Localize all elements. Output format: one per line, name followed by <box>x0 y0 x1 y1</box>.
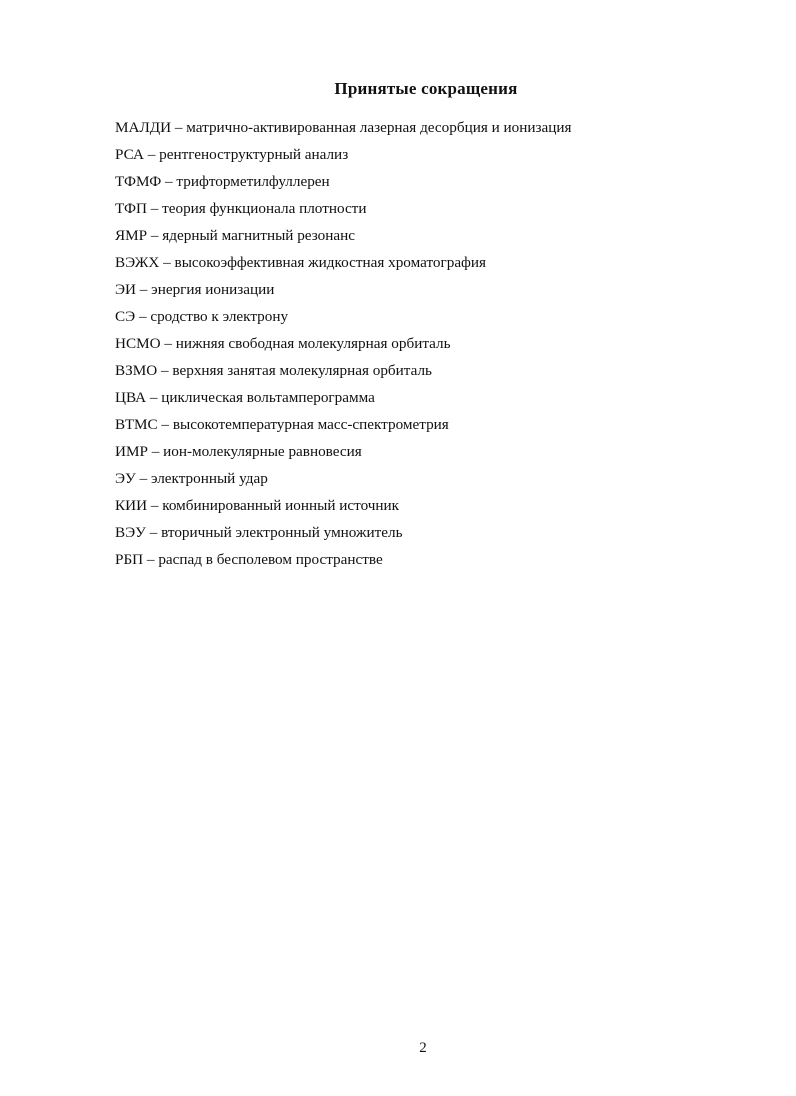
abbreviation-item: РБП – распад в бесполевом пространстве <box>115 551 383 568</box>
abbreviation-item: ЭИ – энергия ионизации <box>115 281 275 298</box>
abbreviation-item: ВТМС – высокотемпературная масс-спектрометрия <box>115 416 449 433</box>
abbreviation-item: ИМР – ион-молекулярные равновесия <box>115 443 362 460</box>
abbreviation-item: ТФП – теория функционала плотности <box>115 200 367 217</box>
abbreviation-item: КИИ – комбинированный ионный источник <box>115 497 400 514</box>
abbreviation-item: НСМО – нижняя свободная молекулярная орбиталь <box>115 335 451 352</box>
abbreviation-item: ВЭЖХ – высокоэффективная жидкостная хроматография <box>115 254 487 271</box>
abbreviation-item: ЦВА – циклическая вольтамперограмма <box>115 389 375 406</box>
page-title: Принятые сокращения <box>334 79 518 98</box>
abbreviation-item: ВЭУ – вторичный электронный умножитель <box>115 524 403 541</box>
abbreviation-item: РСА – рентгеноструктурный анализ <box>115 146 349 163</box>
abbreviation-item: ЯМР – ядерный магнитный резонанс <box>115 227 355 244</box>
abbreviation-item: ВЗМО – верхняя занятая молекулярная орбиталь <box>115 362 432 379</box>
abbreviation-item: СЭ – сродство к электрону <box>115 308 289 325</box>
abbreviation-item: ЭУ – электронный удар <box>115 470 268 487</box>
page-number: 2 <box>419 1040 427 1056</box>
abbreviation-item: ТФМФ – трифторметилфуллерен <box>115 173 330 190</box>
abbreviation-item: МАЛДИ – матрично-активированная лазерная десорбция и ионизация <box>115 119 572 136</box>
abbreviations-list <box>115 117 572 576</box>
